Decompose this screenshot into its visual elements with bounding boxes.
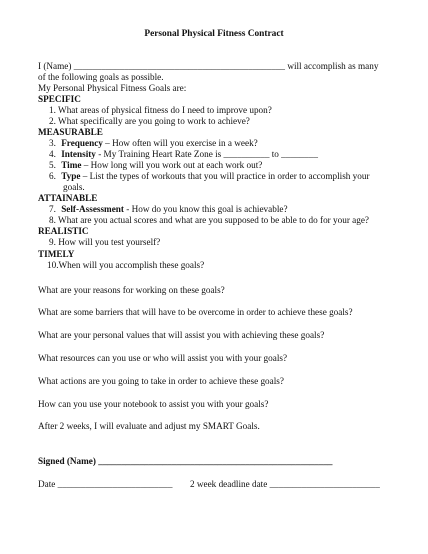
list-number: 3. xyxy=(49,138,56,148)
list-term: Frequency xyxy=(61,138,103,148)
list-number: 4. xyxy=(49,149,56,159)
list-item-6-continuation: goals. xyxy=(63,182,85,192)
list-term: Type xyxy=(61,171,81,181)
date-line: Date _________________________ xyxy=(38,479,173,489)
evaluation-statement: After 2 weeks, I will evaluate and adjust my SMART Goals. xyxy=(38,421,260,431)
heading-realistic: REALISTIC xyxy=(38,226,89,236)
list-item-5 xyxy=(49,160,262,171)
question-notebook: How can you use your notebook to assist you with your goals? xyxy=(38,399,269,409)
list-term: Time xyxy=(61,160,82,170)
list-item-4 xyxy=(49,149,318,160)
list-item-6 xyxy=(49,171,370,182)
list-item-3 xyxy=(49,138,258,149)
page-title: Personal Physical Fitness Contract xyxy=(144,29,284,39)
list-term: Intensity xyxy=(61,149,96,159)
question-reasons: What are your reasons for working on these goals? xyxy=(38,285,225,295)
heading-specific: SPECIFIC xyxy=(38,94,81,104)
list-text: - How do you know this goal is achievable? xyxy=(123,204,288,214)
question-actions: What actions are you going to take in order to achieve these goals? xyxy=(38,376,284,386)
list-item-1: 1. What areas of physical fitness do I need to improve upon? xyxy=(49,105,272,115)
list-number: 7. xyxy=(49,204,56,214)
list-item-7 xyxy=(49,204,288,215)
goals-intro: My Personal Physical Fitness Goals are: xyxy=(38,83,187,93)
heading-measurable: MEASURABLE xyxy=(38,127,103,137)
question-resources: What resources can you use or who will assist you with your goals? xyxy=(38,353,288,363)
list-text: - My Training Heart Rate Zone is __________ to ________ xyxy=(95,149,318,159)
heading-timely: TIMELY xyxy=(38,249,75,259)
list-number: 5. xyxy=(49,160,56,170)
list-text: – How often will you exercise in a week? xyxy=(102,138,258,148)
intro-name-line: I (Name) ______________________________________________ will accomplish as many xyxy=(38,61,379,71)
list-text: – List the types of workouts that you will practice in order to accomplish your xyxy=(80,171,370,181)
list-text: – How long will you work out at each work out? xyxy=(81,160,263,170)
question-barriers: What are some barriers that will have to be overcome in order to achieve these goals? xyxy=(38,307,353,317)
list-number: 6. xyxy=(49,171,56,181)
list-item-10: 10.When will you accomplish these goals? xyxy=(47,260,205,270)
list-item-9: 9. How will you test yourself? xyxy=(49,237,161,247)
deadline-date-line: 2 week deadline date ________________________ xyxy=(190,479,380,489)
list-term: Self-Assessment xyxy=(61,204,124,214)
intro-continuation: of the following goals as possible. xyxy=(38,72,164,82)
signature-line: Signed (Name) ___________________________________________________ xyxy=(38,456,333,466)
heading-attainable: ATTAINABLE xyxy=(38,193,98,203)
list-item-8: 8. What are you actual scores and what are you supposed to be able to do for your age? xyxy=(49,215,370,225)
question-values: What are your personal values that will assist you with achieving these goals? xyxy=(38,330,325,340)
list-item-2: 2. What specifically are you going to work to achieve? xyxy=(49,116,250,126)
